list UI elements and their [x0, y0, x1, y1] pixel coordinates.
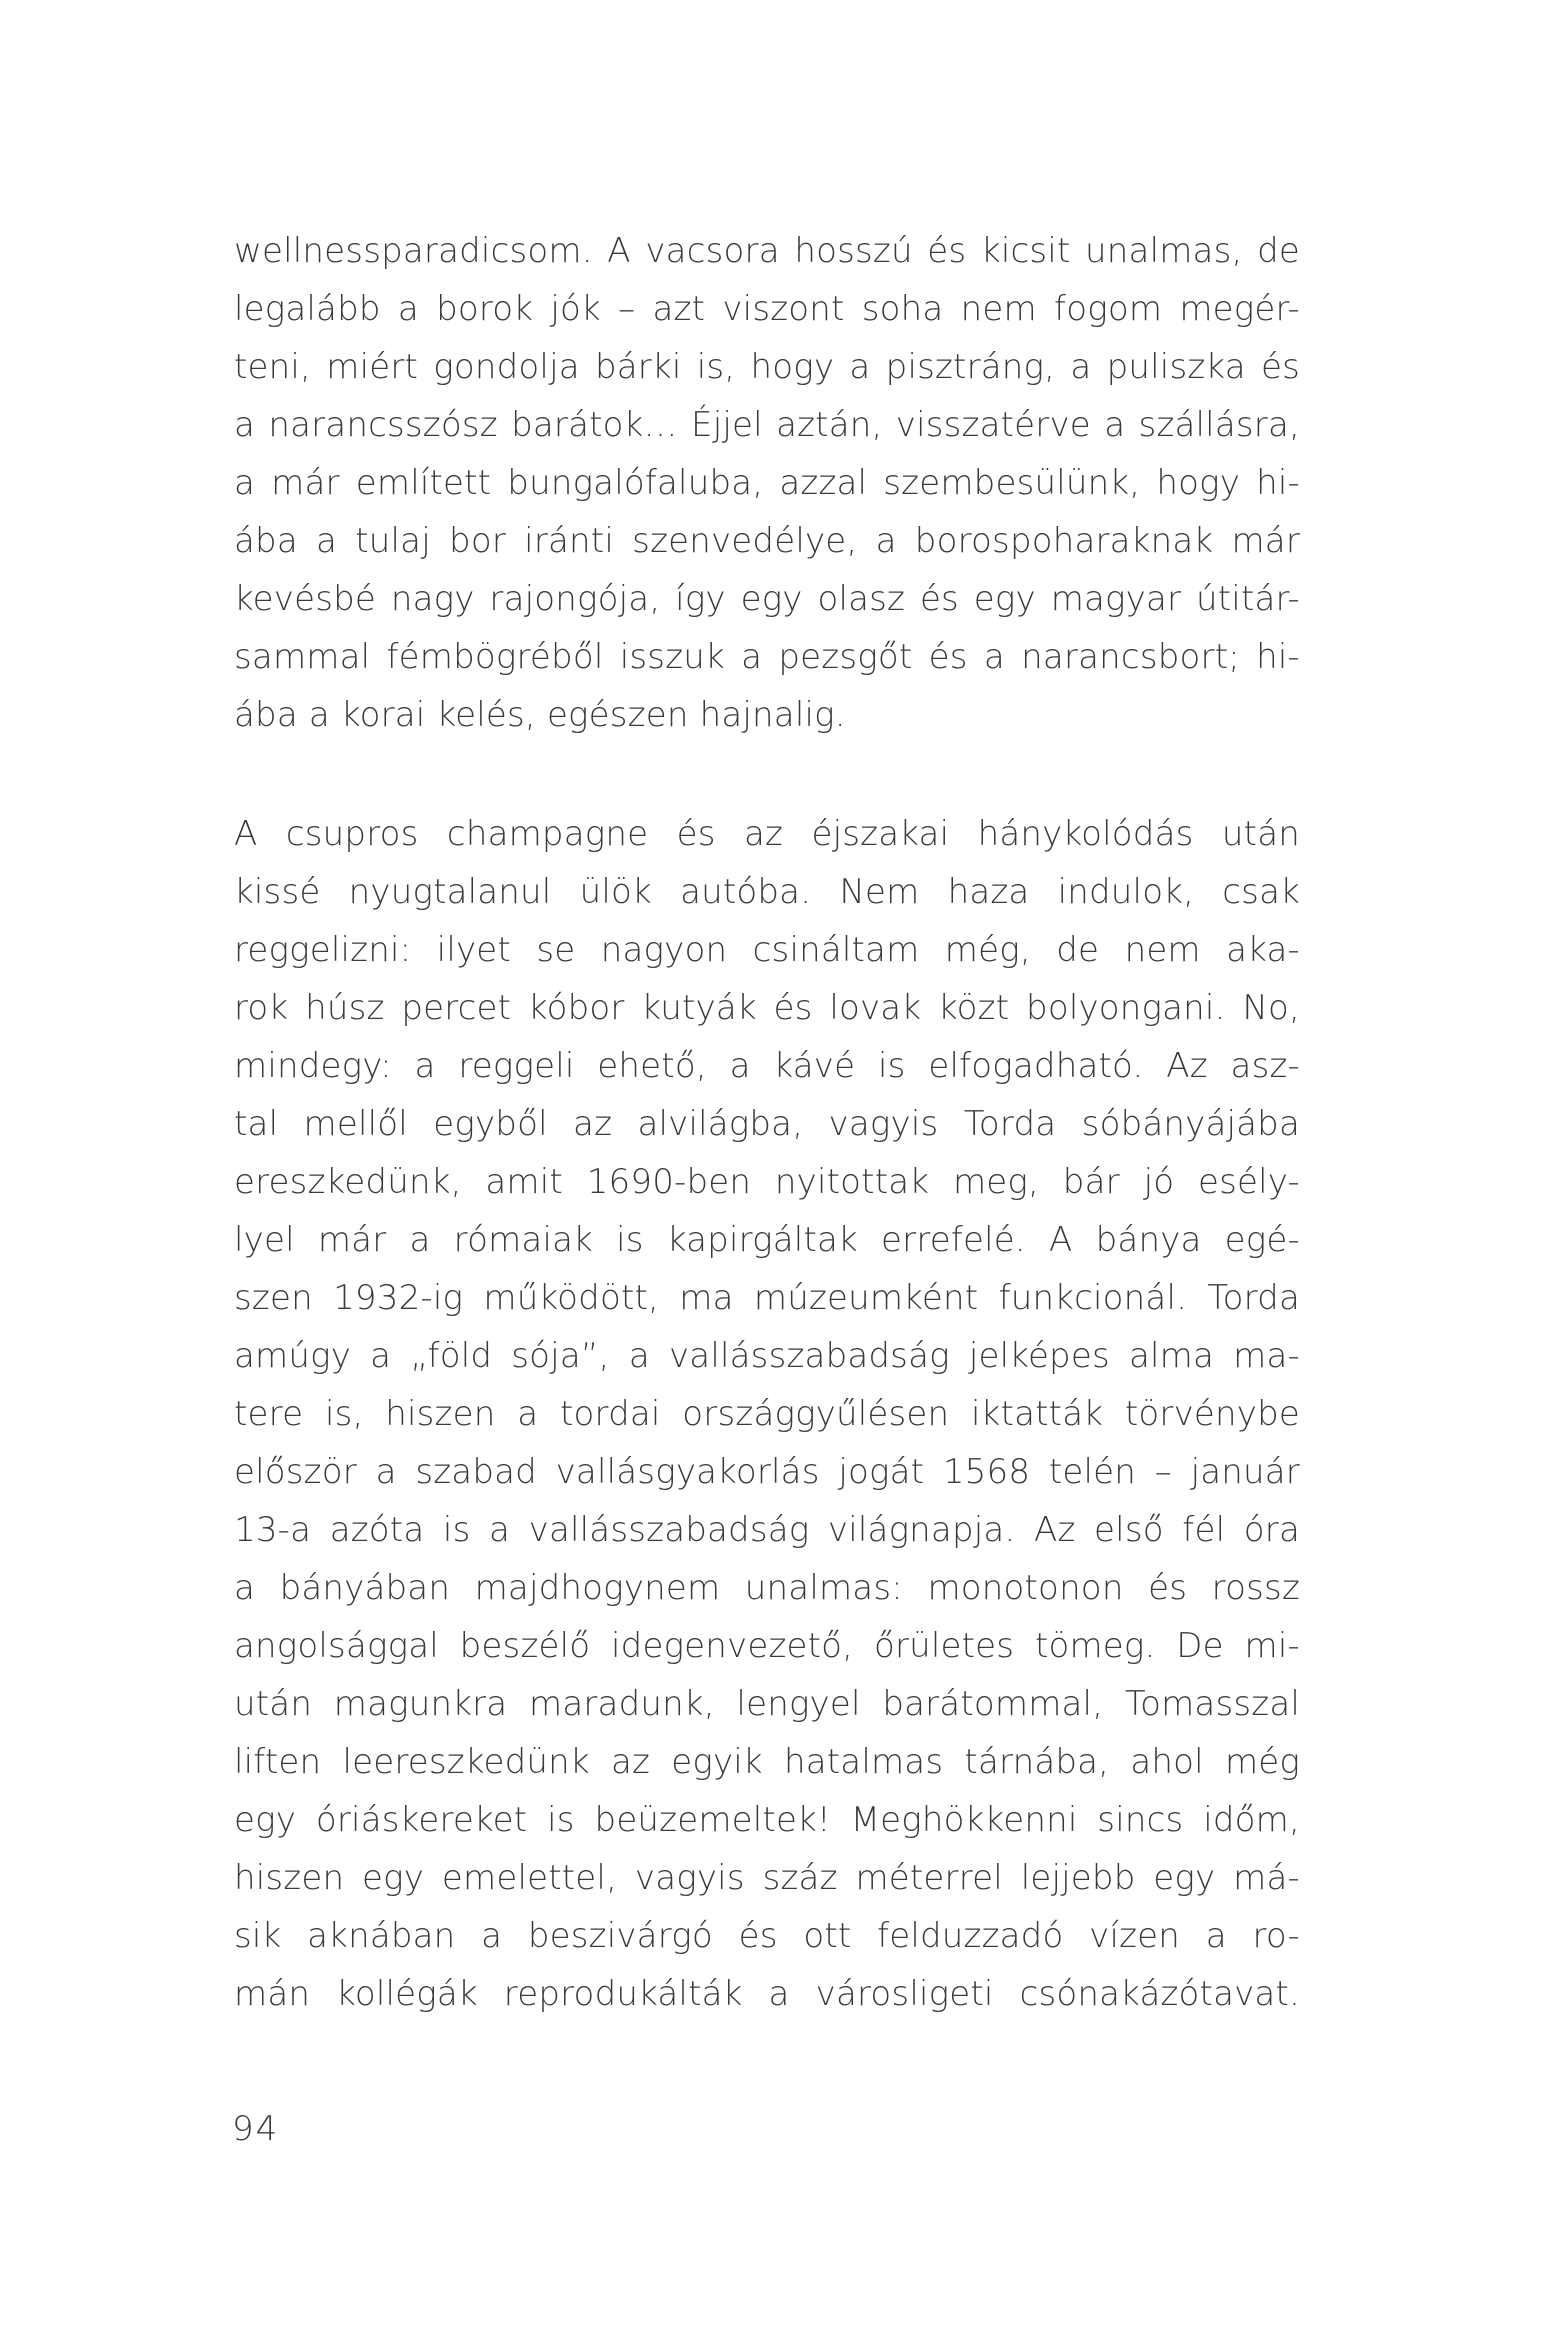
text-line: angolsággal beszélő idegenvezető, őrületes tömeg. De mi-	[234, 1626, 1300, 1666]
text-line: tere is, hiszen a tordai országgyűlésen iktatták törvénybe	[234, 1394, 1300, 1434]
text-line: wellnessparadicsom. A vacsora hosszú és kicsit unalmas, de	[234, 231, 1300, 271]
text-line: mán kollégák reprodukálták a városligeti csónakázótavat.	[234, 1974, 1300, 2014]
paragraph-1	[234, 222, 1300, 744]
text-line: liften leereszkedünk az egyik hatalmas tárnába, ahol még	[234, 1742, 1300, 1782]
text-line: a bányában majdhogynem unalmas: monotonon és rossz	[234, 1568, 1300, 1608]
text-line: először a szabad vallásgyakorlás jogát 1568 telén – január	[234, 1452, 1300, 1492]
text-line: egy óriáskereket is beüzemeltek! Meghökkenni sincs időm,	[234, 1800, 1300, 1840]
text-line: 13-a azóta is a vallásszabadság világnapja. Az első fél óra	[234, 1510, 1300, 1550]
text-line: a már említett bungalófaluba, azzal szembesülünk, hogy hi-	[234, 463, 1300, 503]
page-number: 94	[232, 2109, 280, 2149]
text-line: tal mellől egyből az alvilágba, vagyis Torda sóbányájába	[234, 1104, 1300, 1144]
text-line: után magunkra maradunk, lengyel barátommal, Tomasszal	[234, 1684, 1300, 1724]
text-line: reggelizni: ilyet se nagyon csináltam még, de nem aka-	[234, 930, 1300, 970]
text-line: legalább a borok jók – azt viszont soha nem fogom megér-	[234, 289, 1300, 329]
text-line: sammal fémbögréből isszuk a pezsgőt és a narancsbort; hi-	[234, 637, 1300, 677]
text-line: a narancsszósz barátok… Éjjel aztán, visszatérve a szállásra,	[234, 405, 1300, 445]
paragraph-2	[234, 805, 1300, 2023]
text-line: mindegy: a reggeli ehető, a kávé is elfogadható. Az asz-	[234, 1046, 1300, 1086]
text-line: kissé nyugtalanul ülök autóba. Nem haza indulok, csak	[234, 872, 1300, 912]
text-line: lyel már a rómaiak is kapirgáltak errefelé. A bánya egé-	[234, 1220, 1300, 1260]
text-line: ába a korai kelés, egészen hajnalig.	[234, 695, 846, 735]
text-line: ába a tulaj bor iránti szenvedélye, a borospoharaknak már	[234, 521, 1300, 561]
text-line: amúgy a „föld sója”, a vallásszabadság jelképes alma ma-	[234, 1336, 1300, 1376]
text-line: hiszen egy emelettel, vagyis száz méterrel lejjebb egy má-	[234, 1858, 1300, 1898]
text-line: sik aknában a beszivárgó és ott felduzzadó vízen a ro-	[234, 1916, 1300, 1956]
text-line: A csupros champagne és az éjszakai hánykolódás után	[234, 814, 1300, 854]
text-line: kevésbé nagy rajongója, így egy olasz és egy magyar útitár-	[234, 579, 1300, 619]
text-line: rok húsz percet kóbor kutyák és lovak közt bolyongani. No,	[234, 988, 1300, 1028]
text-line: teni, miért gondolja bárki is, hogy a pisztráng, a puliszka és	[234, 347, 1300, 387]
text-line: ereszkedünk, amit 1690-ben nyitottak meg, bár jó esély-	[234, 1162, 1300, 1202]
text-line: szen 1932-ig működött, ma múzeumként funkcionál. Torda	[234, 1278, 1300, 1318]
